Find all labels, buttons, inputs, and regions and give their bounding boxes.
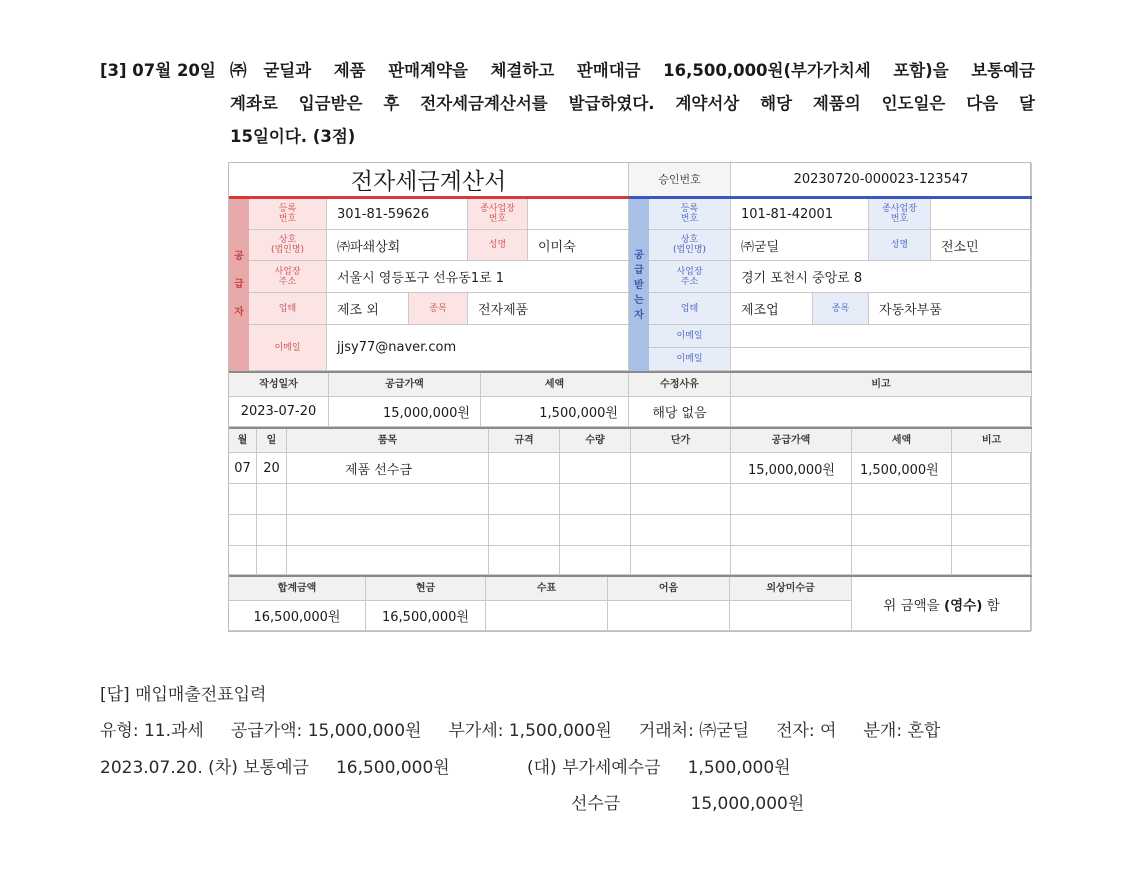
- summary-header-supply: 공급가액: [329, 373, 481, 397]
- buyer-branch-label: 종사업장 번호: [869, 199, 931, 230]
- items-header-supply: 공급가액: [731, 429, 852, 453]
- buyer-item-label: 종목: [813, 293, 869, 325]
- supplier-item: 전자제품: [468, 293, 629, 325]
- answer-line-1: 유형: 11.과세 공급가액: 15,000,000원 부가세: 1,500,000원 거래처: ㈜굳딜 전자: 여 분개: 혼합: [100, 721, 941, 741]
- supplier-addr: 서울시 영등포구 선유동1로 1: [327, 261, 629, 293]
- supplier-biz-type: 제조 외: [327, 293, 409, 325]
- totals-header-cash: 현금: [366, 577, 486, 601]
- buyer-email-1: [731, 325, 1032, 348]
- item-note: [952, 453, 1032, 484]
- question-text: [100, 54, 1035, 153]
- supplier-ceo: 이미숙: [528, 230, 629, 261]
- question-line-3: 15일이다. (3점): [230, 127, 356, 146]
- supplier-name: ㈜파쇄상회: [327, 230, 468, 261]
- summary-note: [731, 397, 1032, 427]
- totals-header-check: 수표: [486, 577, 608, 601]
- answer-credit-vat: (대) 부가세예수금 1,500,000원: [527, 758, 791, 778]
- question-line-2: 계좌로 입금받은 후 전자세금계산서를 발급하였다. 계약서상 해당 제품의 인도일은 다음 달: [230, 94, 1035, 113]
- supplier-addr-label: 사업장 주소: [249, 261, 327, 293]
- summary-date: 2023-07-20: [229, 397, 329, 427]
- question-number: [3] 07월 20일: [100, 61, 216, 80]
- summary-header-note: 비고: [731, 373, 1032, 397]
- buyer-ceo: 전소민: [931, 230, 1032, 261]
- supplier-branch-no: [528, 199, 629, 230]
- receipt-statement: 위 금액을 (영수) 함: [852, 577, 1032, 631]
- items-header-note: 비고: [952, 429, 1032, 453]
- items-header-tax: 세액: [852, 429, 952, 453]
- supplier-side-label: 공 급 자: [229, 199, 249, 371]
- buyer-biz-type: 제조업: [731, 293, 813, 325]
- supplier-item-label: 종목: [409, 293, 468, 325]
- supplier-biz-type-label: 업태: [249, 293, 327, 325]
- buyer-reg-no: 101-81-42001: [731, 199, 869, 230]
- buyer-side-label: 공 급 받 는 자: [629, 199, 649, 371]
- item-month: 07: [229, 453, 257, 484]
- totals-header-credit: 외상미수금: [730, 577, 852, 601]
- question-line-1: ㈜굳딜과 제품 판매계약을 체결하고 판매대금 16,500,000원(부가가치세 포함)을 보통예금: [230, 61, 1035, 80]
- supplier-email-label: 이메일: [249, 325, 327, 371]
- supplier-reg-no: 301-81-59626: [327, 199, 468, 230]
- invoice-title: 전자세금계산서: [229, 163, 629, 197]
- buyer-item: 자동차부품: [869, 293, 1032, 325]
- buyer-ceo-label: 성명: [869, 230, 931, 261]
- approval-number: 20230720-000023-123547: [731, 163, 1032, 197]
- summary-header-reason: 수정사유: [629, 373, 731, 397]
- item-day: 20: [257, 453, 287, 484]
- buyer-biz-type-label: 업태: [649, 293, 731, 325]
- buyer-email-label-1: 이메일: [649, 325, 731, 348]
- supplier-branch-label: 종사업장 번호: [468, 199, 528, 230]
- buyer-name-label: 상호 (법인명): [649, 230, 731, 261]
- summary-supply: 15,000,000원: [329, 397, 481, 427]
- totals-cash: 16,500,000원: [366, 601, 486, 631]
- summary-header-date: 작성일자: [229, 373, 329, 397]
- approval-label: 승인번호: [629, 163, 731, 197]
- summary-header-tax: 세액: [481, 373, 629, 397]
- summary-tax: 1,500,000원: [481, 397, 629, 427]
- supplier-email: jjsy77@naver.com: [327, 325, 629, 371]
- totals-sum: 16,500,000원: [229, 601, 366, 631]
- items-header-day: 일: [257, 429, 287, 453]
- item-name: 제품 선수금: [287, 453, 489, 484]
- item-price: [631, 453, 731, 484]
- buyer-branch-no: [931, 199, 1032, 230]
- buyer-name: ㈜굳딜: [731, 230, 869, 261]
- supplier-name-label: 상호 (법인명): [249, 230, 327, 261]
- answer-heading: [답] 매입매출전표입력: [100, 685, 267, 705]
- buyer-addr-label: 사업장 주소: [649, 261, 731, 293]
- buyer-email-2: [731, 348, 1032, 371]
- summary-reason: 해당 없음: [629, 397, 731, 427]
- totals-credit: [730, 601, 852, 631]
- buyer-reg-label: 등록 번호: [649, 199, 731, 230]
- item-supply: 15,000,000원: [731, 453, 852, 484]
- supplier-reg-label: 등록 번호: [249, 199, 327, 230]
- totals-check: [486, 601, 608, 631]
- items-header-qty: 수량: [560, 429, 631, 453]
- buyer-addr: 경기 포천시 중앙로 8: [731, 261, 1032, 293]
- items-header-spec: 규격: [489, 429, 560, 453]
- items-header-item: 품목: [287, 429, 489, 453]
- item-qty: [560, 453, 631, 484]
- item-tax: 1,500,000원: [852, 453, 952, 484]
- items-header-month: 월: [229, 429, 257, 453]
- answer-debit: 2023.07.20. (차) 보통예금 16,500,000원: [100, 758, 450, 778]
- buyer-email-label-2: 이메일: [649, 348, 731, 371]
- tax-invoice: [228, 162, 1031, 632]
- item-spec: [489, 453, 560, 484]
- totals-bill: [608, 601, 730, 631]
- supplier-ceo-label: 성명: [468, 230, 528, 261]
- items-header-price: 단가: [631, 429, 731, 453]
- totals-header-note: 어음: [608, 577, 730, 601]
- answer-credit-advance: 선수금 15,000,000원: [571, 794, 805, 814]
- totals-header-sum: 합계금액: [229, 577, 366, 601]
